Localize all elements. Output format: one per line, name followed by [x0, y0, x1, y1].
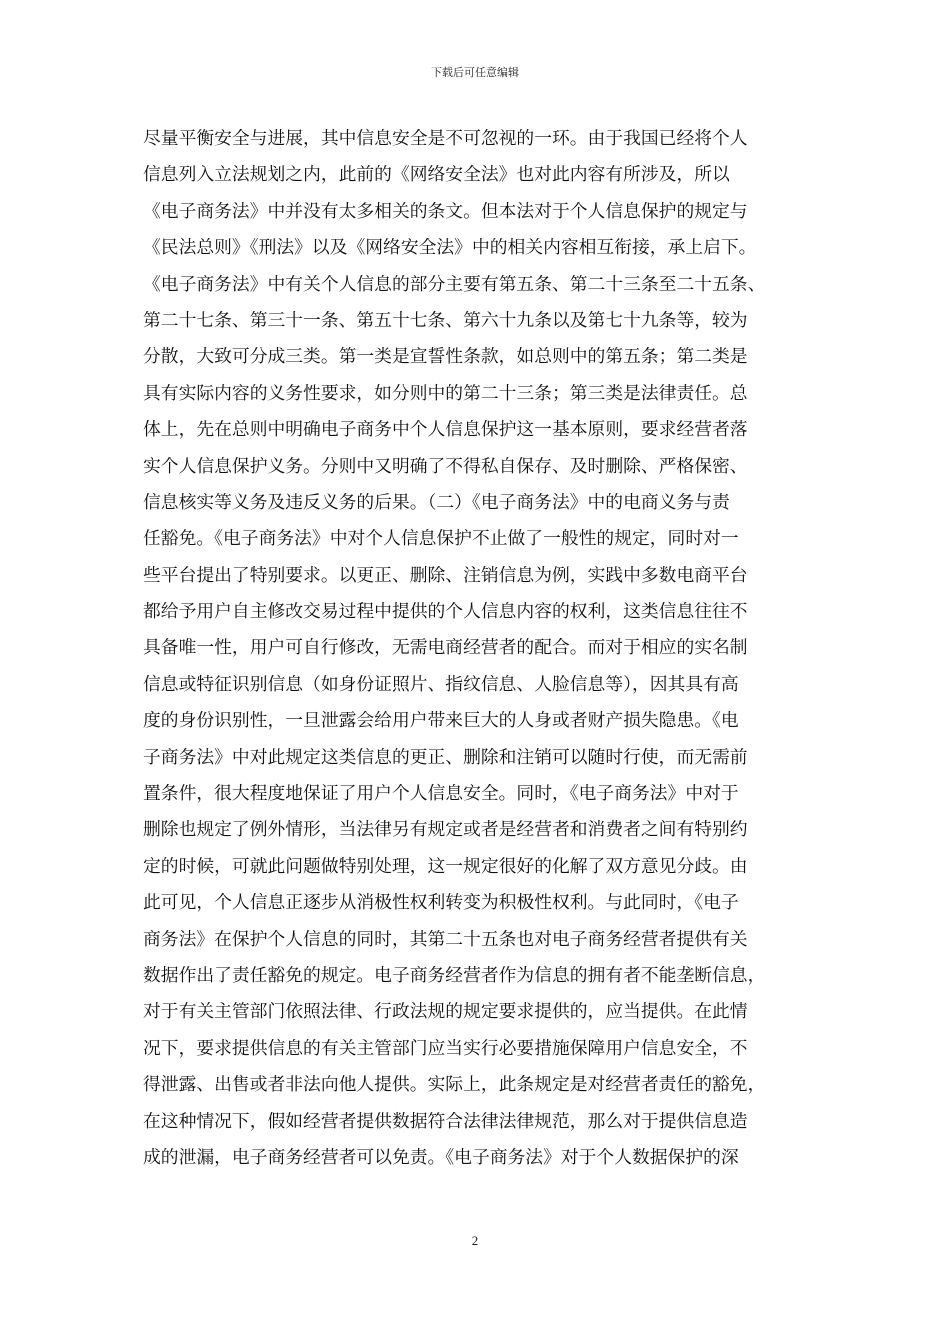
text-line: 置条件，很大程度地保证了用户个人信息安全。同时，《电子商务法》中对于 [143, 783, 739, 805]
text-line: 商务法》在保护个人信息的同时，其第二十五条也对电子商务经营者提供有关 [143, 928, 748, 950]
text-line: 子商务法》中对此规定这类信息的更正、删除和注销可以随时行使，而无需前 [143, 746, 748, 768]
text-line: 删除也规定了例外情形，当法律另有规定或者是经营者和消费者之间有特别约 [143, 819, 748, 841]
text-line: 定的时候，可就此问题做特别处理，这一规定很好的化解了双方意见分歧。由 [143, 855, 748, 877]
text-line: 《民法总则》《刑法》以及《网络安全法》中的相关内容相互衔接，承上启下。 [143, 237, 757, 259]
text-line: 在这种情况下，假如经营者提供数据符合法律法律规范，那么对于提供信息造 [143, 1110, 748, 1132]
text-line: 任豁免。《电子商务法》中对个人信息保护不止做了一般性的规定，同时对一 [143, 528, 739, 550]
text-line: 信息或特征识别信息（如身份证照片、指纹信息、人脸信息等），因其具有高 [143, 673, 739, 695]
page-number: 2 [471, 1233, 479, 1248]
text-line: 具有实际内容的义务性要求，如分则中的第二十三条；第三类是法律责任。总 [143, 382, 748, 404]
text-line: 《电子商务法》中并没有太多相关的条文。但本法对于个人信息保护的规定与 [143, 200, 748, 222]
text-line: 信息列入立法规划之内，此前的《网络安全法》也对此内容有所涉及，所以 [143, 164, 730, 186]
text-line: 实个人信息保护义务。分则中又明确了不得私自保存、及时删除、严格保密、 [143, 455, 748, 477]
text-line: 得泄露、出售或者非法向他人提供。实际上，此条规定是对经营者责任的豁免， [143, 1074, 766, 1096]
text-line: 度的身份识别性，一旦泄露会给用户带来巨大的人身或者财产损失隐患。《电 [143, 710, 739, 732]
page-header: 下载后可任意编辑 [431, 66, 519, 79]
text-line: 第二十七条、第三十一条、第五十七条、第六十九条以及第七十九条等，较为 [143, 309, 748, 331]
text-line: 分散，大致可分成三类。第一类是宣誓性条款，如总则中的第五条；第二类是 [143, 346, 748, 368]
text-line: 此可见，个人信息正逐步从消极性权利转变为积极性权利。与此同时，《电子 [143, 892, 739, 914]
text-line: 况下，要求提供信息的有关主管部门应当实行必要措施保障用户信息安全，不 [143, 1037, 748, 1059]
text-line: 些平台提出了特别要求。以更正、删除、注销信息为例，实践中多数电商平台 [143, 564, 748, 586]
text-line: 《电子商务法》中有关个人信息的部分主要有第五条、第二十三条至二十五条、 [143, 273, 766, 295]
text-line: 具备唯一性，用户可自行修改，无需电商经营者的配合。而对于相应的实名制 [143, 637, 748, 659]
text-line: 数据作出了责任豁免的规定。电子商务经营者作为信息的拥有者不能垄断信息， [143, 964, 766, 986]
text-line: 成的泄漏，电子商务经营者可以免责。《电子商务法》对于个人数据保护的深 [143, 1146, 739, 1168]
body-text [143, 121, 813, 1176]
text-line: 体上，先在总则中明确电子商务中个人信息保护这一基本原则，要求经营者落 [143, 419, 748, 441]
text-line: 都给予用户自主修改交易过程中提供的个人信息内容的权利，这类信息往往不 [143, 601, 748, 623]
text-line: 尽量平衡安全与进展，其中信息安全是不可忽视的一环。由于我国已经将个人 [143, 128, 748, 149]
text-line: 信息核实等义务及违反义务的后果。（二）《电子商务法》中的电商义务与责 [143, 491, 730, 513]
text-line: 对于有关主管部门依照法律、行政法规的规定要求提供的，应当提供。在此情 [143, 1001, 748, 1023]
